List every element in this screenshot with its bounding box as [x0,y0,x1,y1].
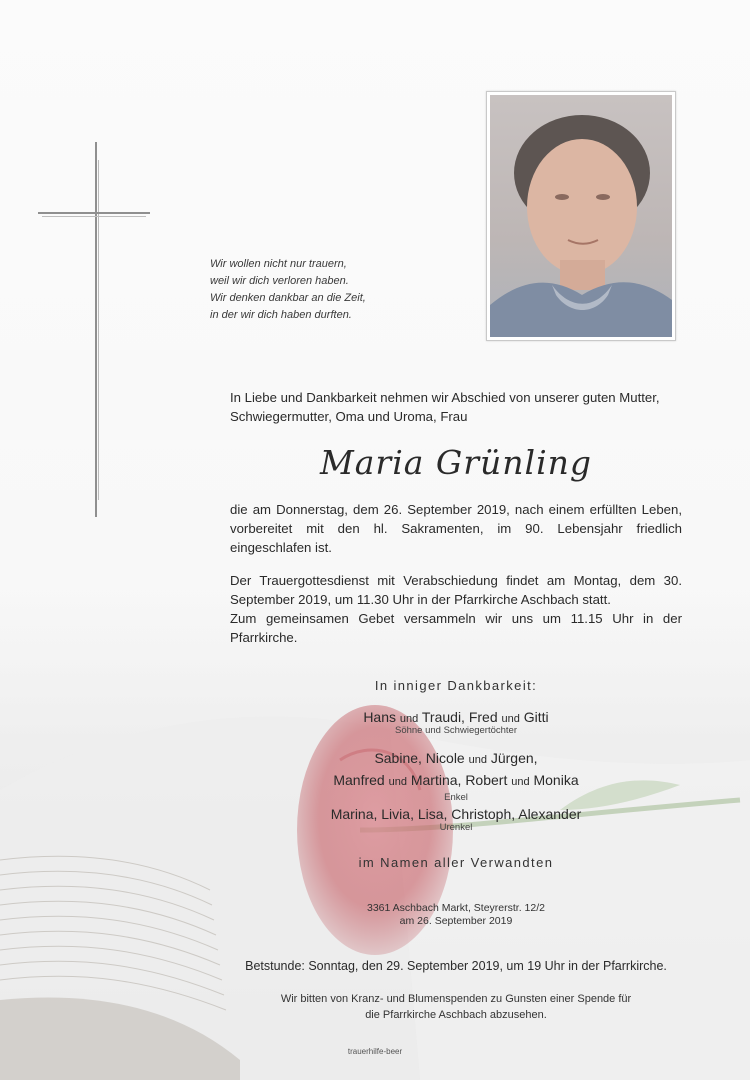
family-name: Monika [533,772,579,788]
family-conjunction: und [388,776,407,788]
family-relation: Enkel [444,792,468,803]
cross-icon-bar [38,212,150,214]
portrait-frame [486,91,676,341]
address-block [230,902,682,928]
family-name: Sabine, Nicole [374,750,465,766]
family-group-children [230,709,682,736]
donation-request [230,991,682,1023]
cross-icon-shadow [98,160,99,500]
portrait-photo [490,95,672,337]
family-name: Traudi, [421,709,465,725]
death-notice: die am Donnerstag, dem 26. September 2019, nach einem erfüllten Leben, vorbereitet mit den hl. Sakramenten, im 90. Lebensjahr friedlich eingeschlafen ist. [230,502,682,555]
memorial-poem [210,256,440,324]
gratitude-heading: In inniger Dankbarkeit: [374,678,538,693]
address-line: 3361 Aschbach Markt, Steyrerstr. 12/2 [366,902,545,914]
poem-line: Wir denken dankbar an die Zeit, [210,292,366,304]
family-name: Martina, Robert [410,772,508,788]
cross-icon [95,142,97,517]
request-line: die Pfarrkirche Aschbach abzusehen. [365,1009,547,1021]
family-name: Hans [363,709,396,725]
family-conjunction: und [501,713,520,725]
vigil-notice: Betstunde: Sonntag, den 29. September 2019, um 19 Uhr in der Pfarrkirche. [245,959,667,973]
poem-line: Wir wollen nicht nur trauern, [210,258,347,270]
family-name: Manfred [333,772,385,788]
poem-line: weil wir dich verloren haben. [210,275,349,287]
poem-line: in der wir dich haben durften. [210,309,352,321]
prayer-text: Zum gemeinsamen Gebet versammeln wir uns um 11.15 Uhr in der Pfarrkirche. [230,611,682,645]
funeral-service-text: Der Trauergottesdienst mit Verabschiedung findet am Montag, dem 30. September 2019, um 11.30 Uhr in der Pfarrkirche Aschbach statt. [230,573,682,607]
service-info [230,571,682,647]
family-relation: Urenkel [439,822,473,833]
footer-credit: trauerhilfe-beer [347,1047,403,1056]
family-name: Fred [468,709,498,725]
family-name: Gitti [523,709,549,725]
family-conjunction: und [511,776,530,788]
address-date: am 26. September 2019 [399,915,513,927]
family-conjunction: und [468,754,487,766]
family-group-great-grandchildren [230,806,682,833]
request-line: Wir bitten von Kranz- und Blumenspenden zu Gunsten einer Spende für [280,993,632,1005]
family-name: Marina, Livia, Lisa, Christoph, Alexander [330,806,582,822]
intro-text: In Liebe und Dankbarkeit nehmen wir Abschied von unserer guten Mutter, Schwiegermutter, Oma und Uroma, Frau [230,390,660,424]
family-group-grandchildren [230,748,682,803]
relatives-line: im Namen aller Verwandten [358,855,554,870]
family-relation: Söhne und Schwiegertöchter [395,725,517,736]
family-conjunction: und [399,713,419,725]
cross-icon-bar-shadow [42,216,146,217]
family-name: Jürgen, [490,750,538,766]
deceased-name: Maria Grünling [319,443,593,482]
